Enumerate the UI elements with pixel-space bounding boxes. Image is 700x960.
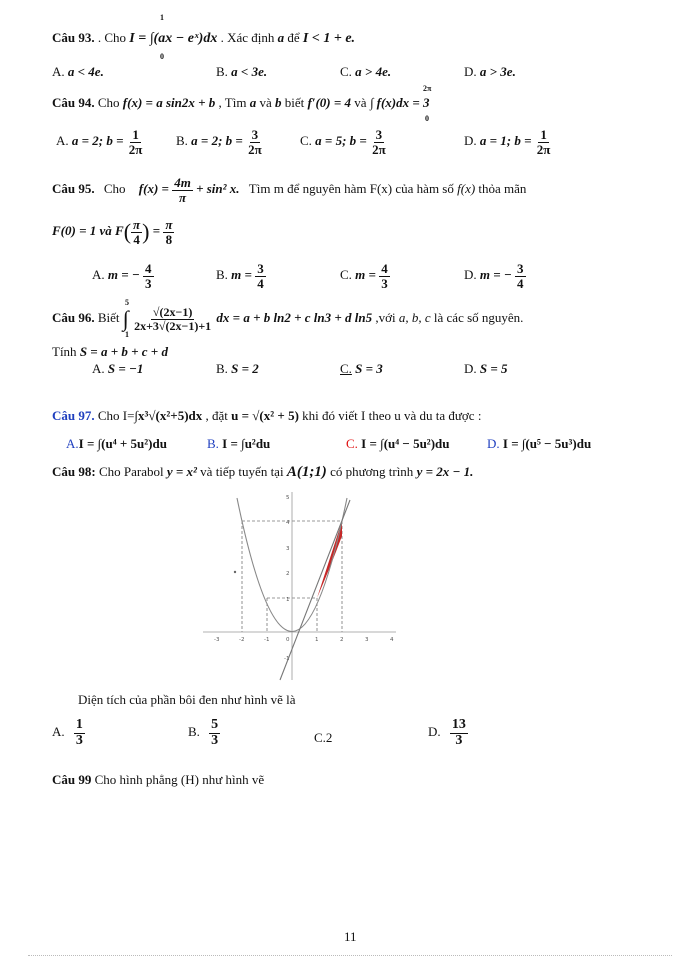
q98-option-d[interactable]: D. $\frac{13}{3}$ (428, 717, 466, 748)
x-tick-label: -2 (239, 637, 245, 643)
q93-option-a[interactable]: A. a < 4e. (52, 64, 104, 79)
q96-lower-limit: 1 (125, 330, 129, 339)
q93-integral: I = ∫(ax − eˣ)dx (129, 31, 218, 46)
q93-text2: để (287, 30, 300, 45)
q93-text: . Xác định (220, 30, 275, 45)
q98-option-a[interactable]: A. $\frac{1}{3}$ (52, 717, 83, 748)
q98-option-b[interactable]: B. $\frac{5}{3}$ (188, 717, 219, 748)
q95-option-a[interactable]: A. m = − $\frac{4}{3}$ (92, 261, 152, 291)
q93-lower-limit: 0 (160, 52, 164, 61)
q98-parabola: y = x² (166, 464, 197, 479)
q97-option-c[interactable]: C. I = ∫(u⁴ − 5u²)du (346, 436, 450, 451)
q94-upper-limit: 2π (423, 84, 432, 93)
x-tick-label: 2 (340, 637, 344, 643)
q99-label: Câu 99 (52, 772, 92, 787)
y-tick-label: 4 (286, 520, 290, 526)
q95-condition: F(0) = 1 và F( $\frac{\pi}{4}$ ) = $\frac{\pi}{8}$ (52, 217, 173, 247)
q98-label: Câu 98: (52, 464, 96, 479)
q98-point: A(1;1) (286, 464, 327, 480)
graph-background (200, 490, 400, 682)
q94-line: Câu 94. Cho f(x) = a sin2x + b , Tìm a và b biết f′(0) = 4 và ∫ f(x)dx = 3 (52, 95, 430, 110)
y-tick-label: 3 (286, 546, 290, 552)
q98-question: Diện tích của phần bôi đen như hình vẽ là (78, 692, 296, 707)
q93-label: Câu 93. (52, 30, 95, 45)
q94-option-b[interactable]: B. a = 2; b = $\frac{3}{2\pi}$ (176, 127, 262, 157)
x-tick-label: 0 (286, 637, 290, 643)
q94-option-c[interactable]: C. a = 5; b = $\frac{3}{2\pi}$ (300, 127, 386, 157)
q97-integral: ∫x³√(x²+5)dx (134, 408, 203, 423)
x-tick-label: -3 (214, 637, 220, 643)
q96-option-c[interactable]: C. S = 3 (340, 361, 383, 376)
q96-upper-limit: 5 (125, 298, 129, 307)
x-tick-label: 1 (315, 637, 319, 643)
q96-option-a[interactable]: A. S = −1 (92, 361, 144, 376)
y-tick-label: 5 (286, 495, 290, 501)
y-tick-label: 2 (286, 571, 290, 577)
q93-option-d[interactable]: D. a > 3e. (464, 64, 516, 79)
q93-option-c[interactable]: C. a > 4e. (340, 64, 392, 79)
q98-line: Câu 98: Cho Parabol y = x² và tiếp tuyến tại A(1;1) có phương trình y = 2x − 1. (52, 464, 474, 480)
y-tick-label: -1 (284, 656, 290, 662)
q96-tinh: Tính S = a + b + c + d (52, 344, 168, 359)
graph-dot (234, 571, 236, 573)
q97-substitution: u = √(x² + 5) (231, 408, 299, 423)
q98-graph (200, 490, 400, 682)
q96-option-b[interactable]: B. S = 2 (216, 361, 259, 376)
q97-option-d[interactable]: D. I = ∫(u⁵ − 5u³)du (487, 436, 592, 451)
q94-option-d[interactable]: D. a = 1; b = $\frac{1}{2\pi}$ (464, 127, 551, 157)
x-tick-label: 4 (390, 637, 394, 643)
q94-option-a[interactable]: A. a = 2; b = $\frac{1}{2\pi}$ (56, 127, 143, 157)
q95-text: Tìm m để nguyên hàm F(x) của hàm số (248, 181, 454, 197)
q96-option-d[interactable]: D. S = 5 (464, 361, 508, 376)
q93-var: a (277, 30, 285, 45)
q96-line: Câu 96. Biết ∫ $\frac{√(2x-1)}{2x+3√(2x-1)+1}$ dx = a + b ln2 + c ln3 + d ln5 ,với a, b, c là các số nguyên. (52, 305, 524, 333)
q95-option-c[interactable]: C. m = $\frac{4}{3}$ (340, 261, 388, 291)
footer-divider (28, 955, 672, 956)
q95-label: Câu 95. (52, 181, 95, 197)
q99-line: Câu 99 Cho hình phẳng (H) như hình vẽ (52, 772, 265, 787)
q95-line: Câu 95. Cho f(x) = $\frac{4m}{\pi}$ + sin² x. Tìm m để nguyên hàm F(x) của hàm số f(x) thỏa mãn (52, 175, 527, 205)
x-tick-label: -1 (264, 637, 270, 643)
q96-label: Câu 96. (52, 310, 95, 326)
y-tick-label: 1 (286, 597, 290, 603)
q98-option-c[interactable]: C.2 (314, 730, 333, 745)
q93-upper-limit: 1 (160, 13, 164, 22)
q97-option-b[interactable]: B. I = ∫u²du (207, 436, 271, 451)
q94-condition-1: f′(0) = 4 (307, 95, 352, 110)
q98-tangent: y = 2x − 1. (416, 464, 474, 479)
q93-lead: . Cho (97, 30, 127, 45)
x-tick-label: 3 (365, 637, 369, 643)
q95-option-b[interactable]: B. m = $\frac{3}{4}$ (216, 261, 264, 291)
q95-option-d[interactable]: D. m = − $\frac{3}{4}$ (464, 261, 524, 291)
q94-label: Câu 94. (52, 95, 95, 110)
page-number: 11 (344, 929, 357, 944)
q97-line: Câu 97. Cho I=∫x³√(x²+5)dx , đặt u = √(x² + 5) khi đó viết I theo u và du ta được : (52, 408, 482, 423)
q97-option-a[interactable]: A.I = ∫(u⁴ + 5u²)du (66, 436, 167, 451)
q94-condition-2: ∫ f(x)dx = 3 (369, 95, 430, 110)
q94-function: f(x) = a sin2x + b (122, 95, 216, 110)
q94-lower-limit: 0 (425, 114, 429, 123)
q97-label: Câu 97. (52, 408, 95, 423)
q96-expression: dx = a + b ln2 + c ln3 + d ln5 (216, 310, 373, 326)
q93-condition: I < 1 + e. (302, 31, 356, 46)
q93-option-b[interactable]: B. a < 3e. (216, 64, 268, 79)
q93-line (52, 30, 355, 47)
